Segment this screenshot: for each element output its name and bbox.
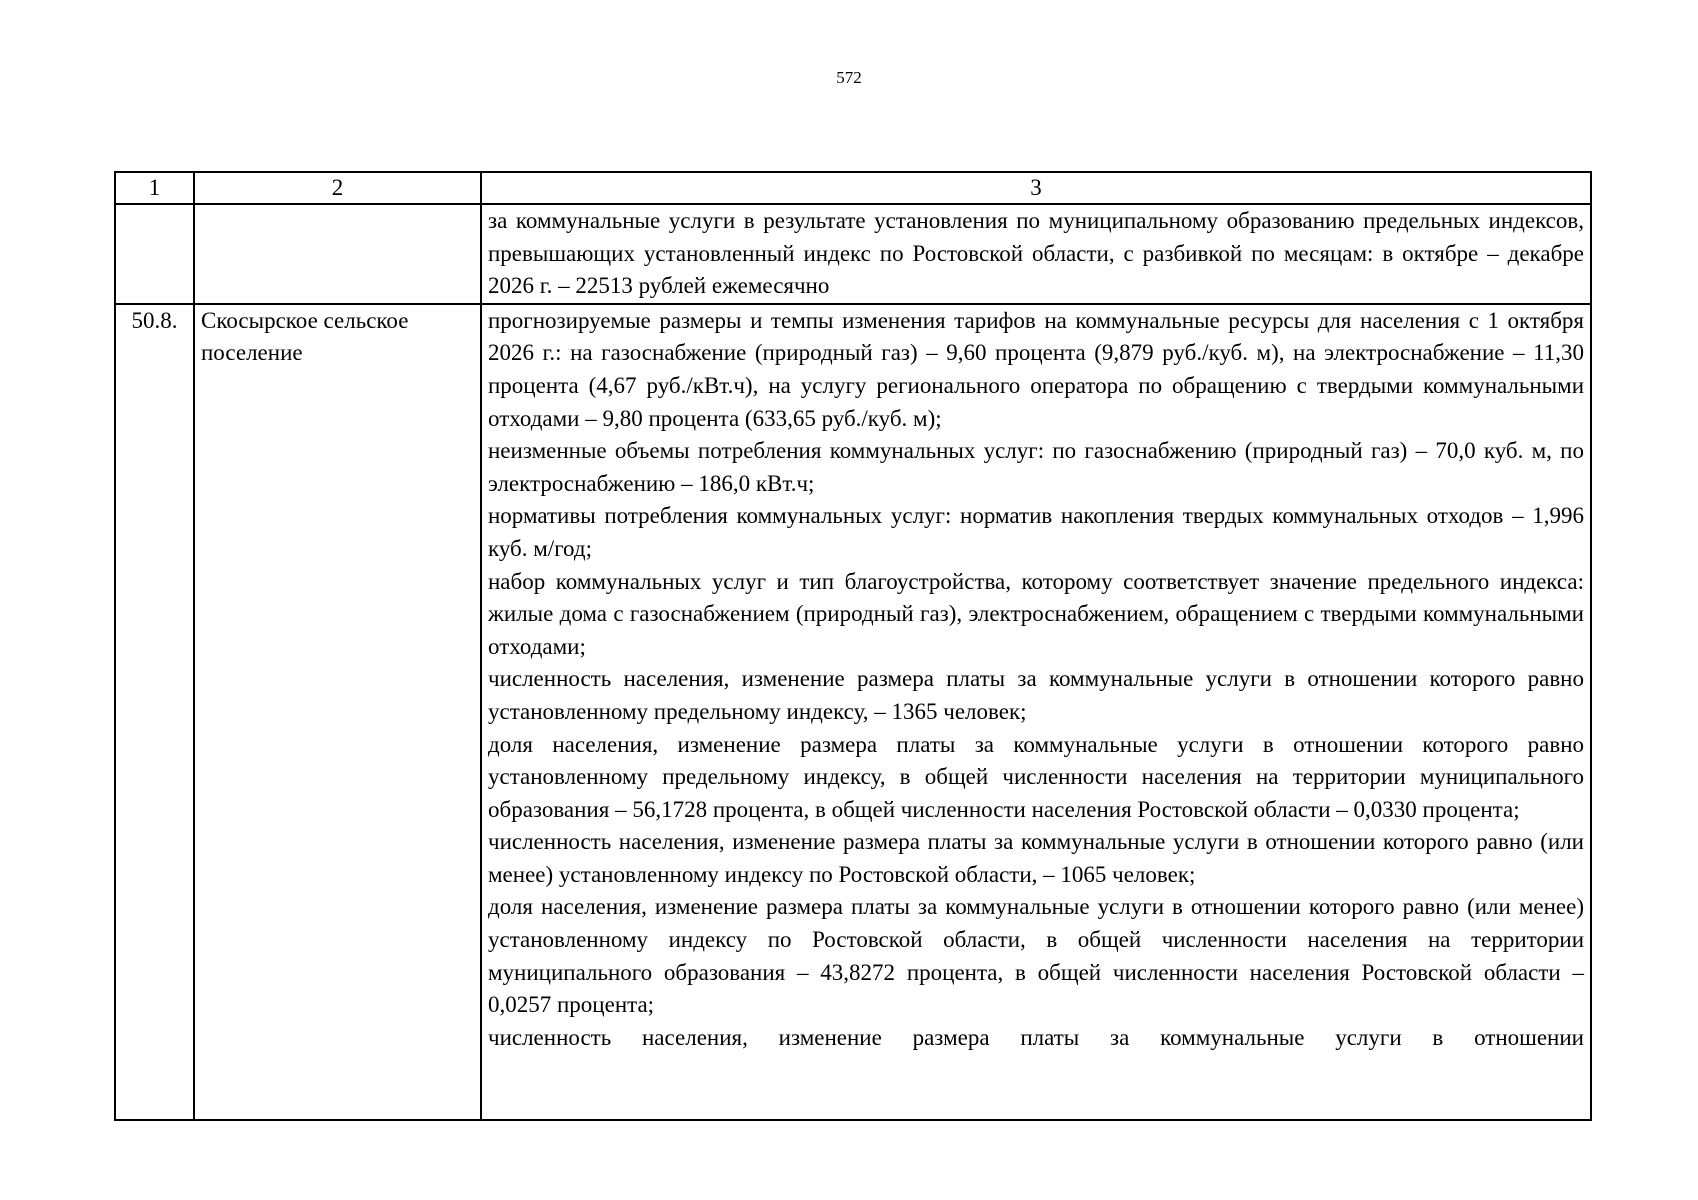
paragraph-share-less: доля населения, изменение размера платы за коммунальные услуги в отношении которого равно (или менее) установленному индексу по Ростовской области, в общей численности населения на территории муниципального образования – 43,8272 процента, в общей численности населения Ростовской области – 0,0257 процента;	[488, 894, 1584, 1018]
continuation-text-cell	[481, 204, 1591, 304]
paragraph-tariffs: прогнозируемые размеры и темпы изменения тарифов на коммунальные ресурсы для населения с 1 октября 2026 г.: на газоснабжение (природный газ) – 9,60 процента (9,879 руб./куб. м), на электроснабжение – 11,30 процента (4,67 руб./кВт.ч), на услугу регионального оператора по обращению с твердыми коммунальными отходами – 9,80 процента (633,65 руб./куб. м);	[488, 307, 1584, 431]
settlement-name: Скосырское сельское поселение	[194, 304, 481, 1120]
paragraph-norms: нормативы потребления коммунальных услуг: норматив накопления твердых коммунальных отходов – 1,996 куб. м/год;	[488, 503, 1584, 561]
continuation-number-cell	[115, 204, 194, 304]
tariff-table	[114, 171, 1592, 1121]
row-description	[481, 304, 1591, 1120]
continuation-paragraph: за коммунальные услуги в результате установления по муниципальному образованию предельных индексов, превышающих установленный индекс по Ростовской области, с разбивкой по месяцам: в октябре – декабре 2026 г. – 22513 рублей ежемесячно	[488, 208, 1584, 299]
paragraph-population-less: численность населения, изменение размера платы за коммунальные услуги в отношении которого равно (или менее) установленному индексу по Ростовской области, – 1065 человек;	[488, 829, 1584, 887]
table-row-continuation	[115, 204, 1591, 304]
continuation-name-cell	[194, 204, 481, 304]
header-cell-2: 2	[194, 172, 481, 204]
row-number: 50.8.	[115, 304, 194, 1120]
paragraph-services-set: набор коммунальных услуг и тип благоустройства, которому соответствует значение предельного индекса: жилые дома с газоснабжением (природный газ), электроснабжением, обращением с твердыми коммунальными отходами;	[488, 568, 1584, 659]
header-cell-3: 3	[481, 172, 1591, 204]
page-number: 572	[836, 68, 862, 87]
header-cell-1: 1	[115, 172, 194, 204]
paragraph-share-equal: доля населения, изменение размера платы за коммунальные услуги в отношении которого равно установленному предельному индексу, в общей численности населения на территории муниципального образования – 56,1728 процента, в общей численности населения Ростовской области – 0,0330 процента;	[488, 731, 1584, 822]
paragraph-population-continued: численность населения, изменение размера платы за коммунальные услуги в отношении	[488, 1024, 1584, 1050]
table-row	[115, 304, 1591, 1120]
paragraph-volumes: неизменные объемы потребления коммунальных услуг: по газоснабжению (природный газ) – 70,0 куб. м, по электроснабжению – 186,0 кВт.ч;	[488, 438, 1584, 496]
table-header-row	[115, 172, 1591, 204]
paragraph-population-equal: численность населения, изменение размера платы за коммунальные услуги в отношении которого равно установленному предельному индексу, – 1365 человек;	[488, 666, 1584, 724]
